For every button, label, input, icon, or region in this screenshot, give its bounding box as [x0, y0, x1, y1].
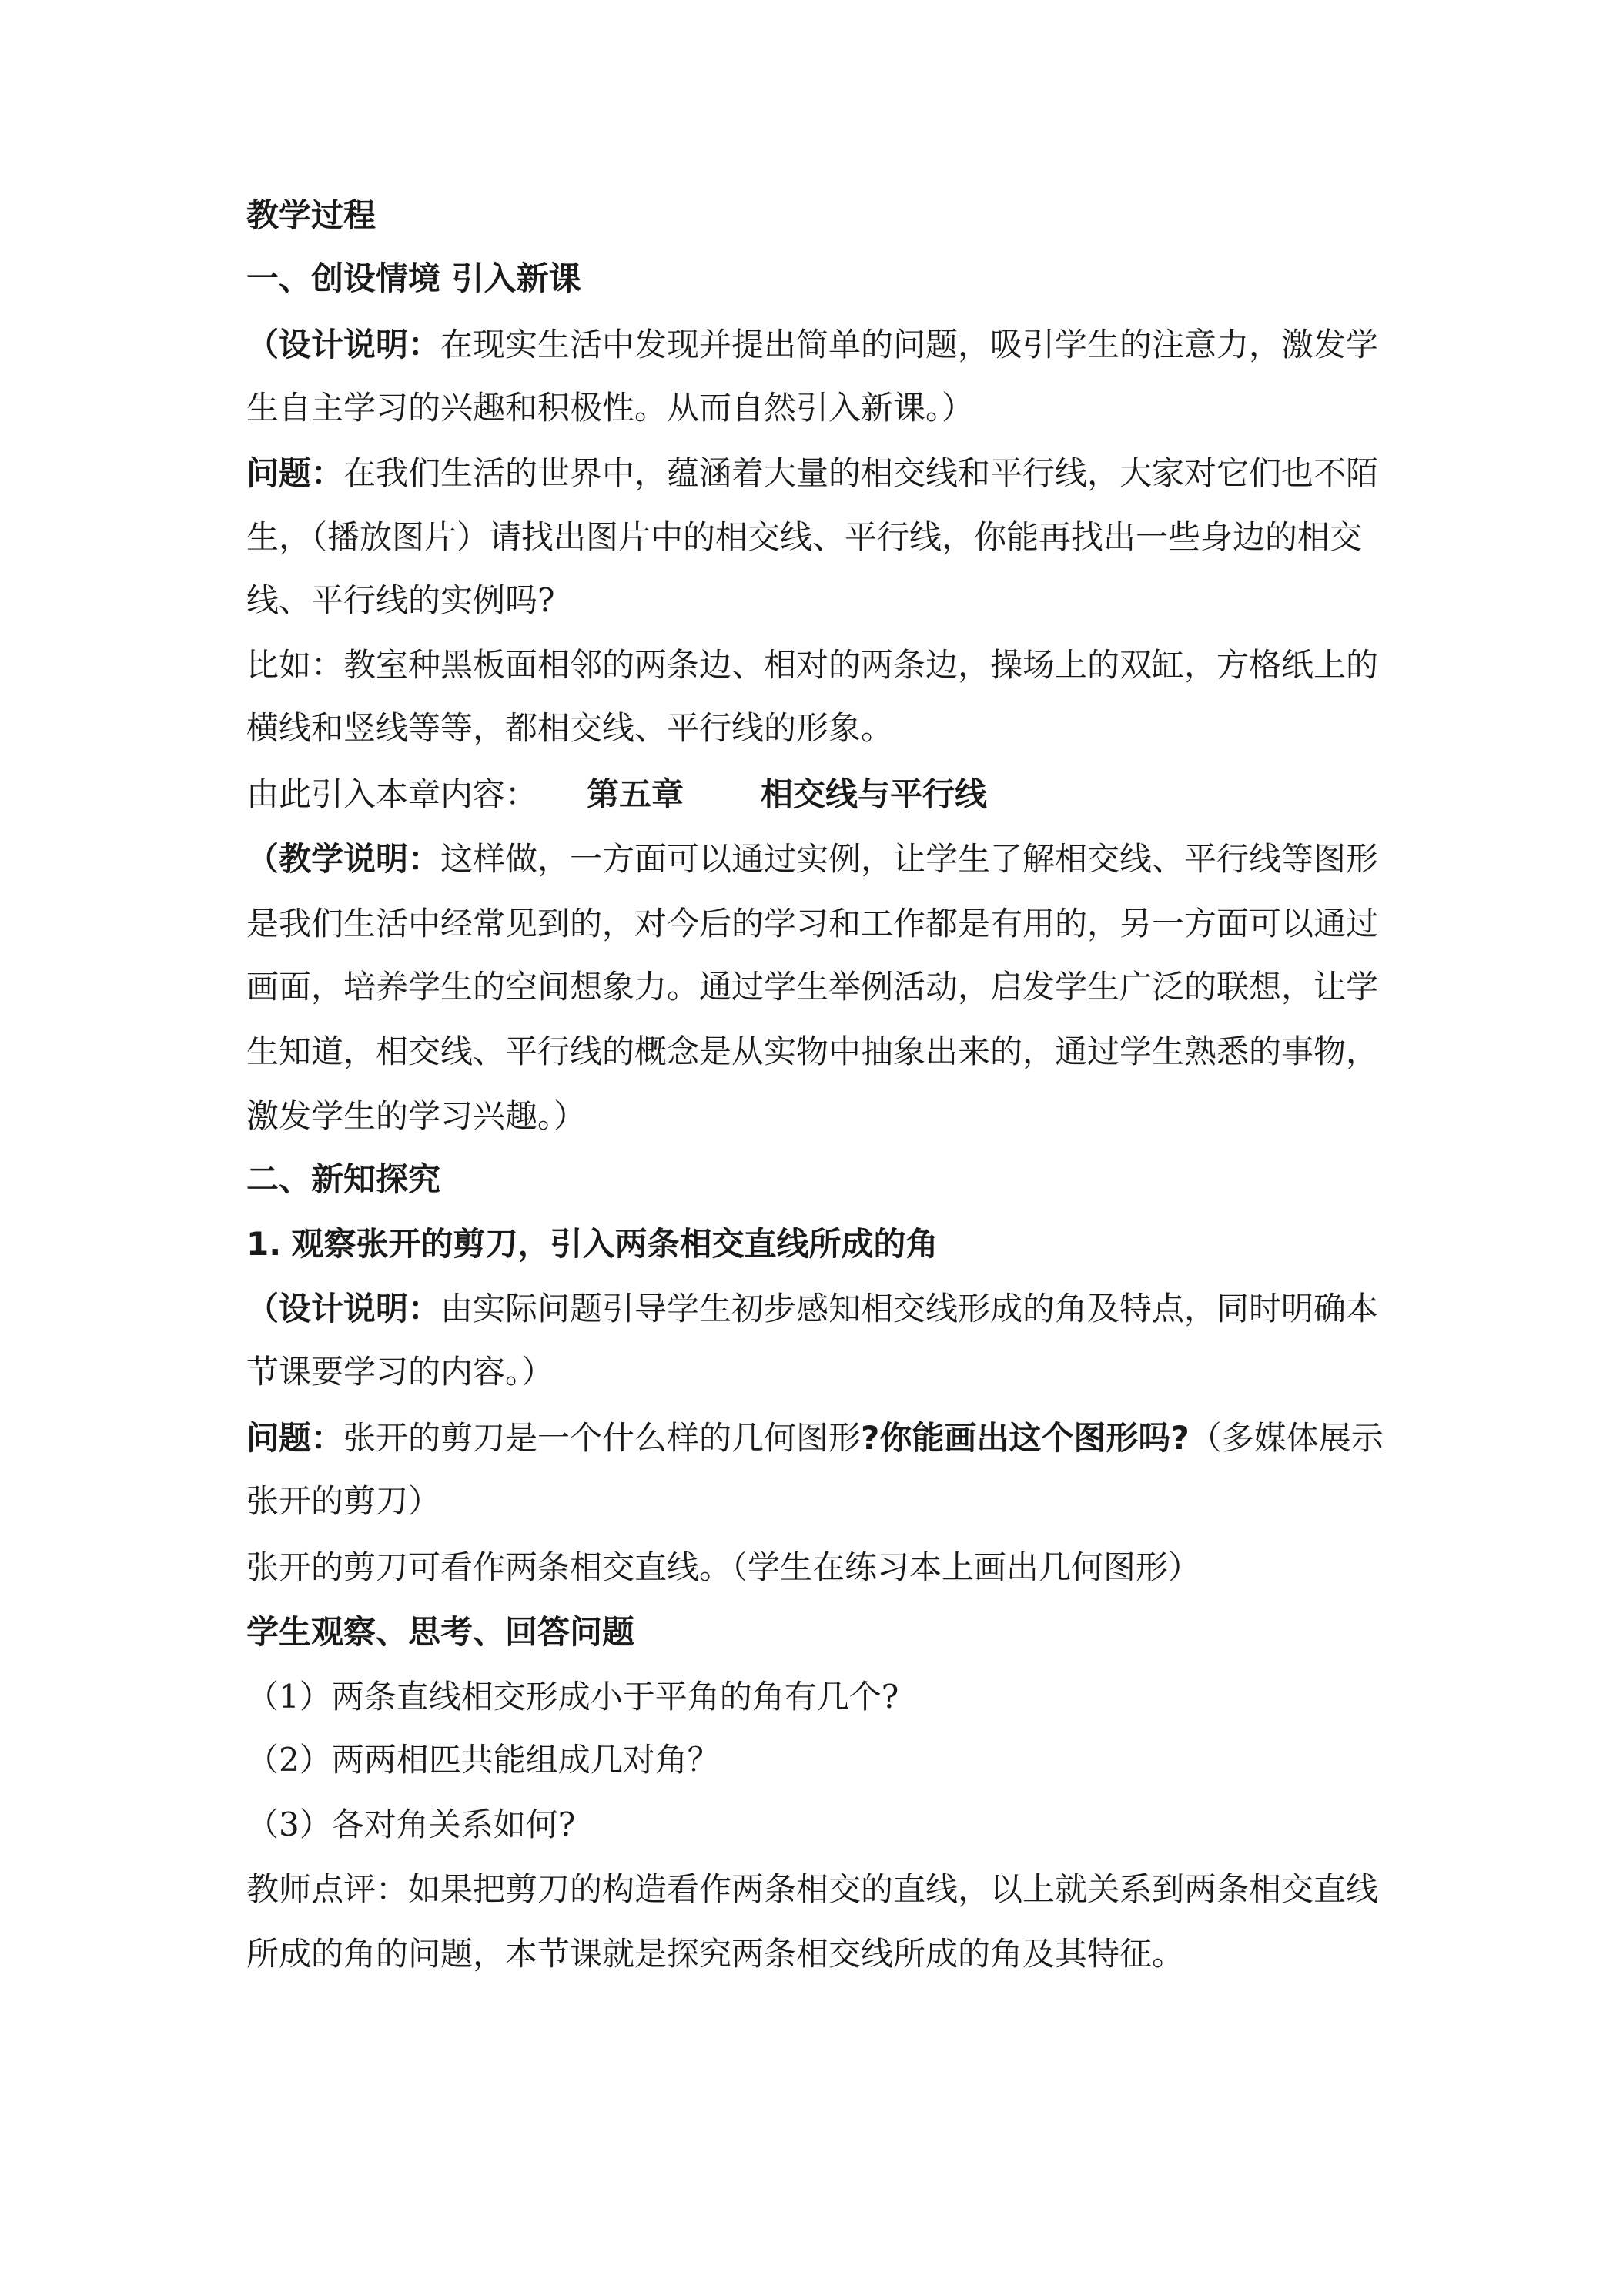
teach-note-line5: 激发学生的学习兴趣。） [246, 1097, 587, 1135]
teacher-comment-line1: 教师点评：如果把剪刀的构造看作两条相交的直线，以上就关系到两条相交直线 [246, 1870, 1379, 1908]
chapter-intro-line [246, 771, 1392, 818]
section1-question-line3: 线、平行线的实例吗? [246, 581, 555, 619]
question-text-tail: （多媒体展示 [1189, 1419, 1384, 1457]
design-note-text: 在现实生活中发现并提出简单的问题，吸引学生的注意力，激发学 [440, 326, 1379, 363]
chapter-intro-text: 由此引入本章内容： [246, 775, 538, 813]
section1-design-note-line2: 生自主学习的兴趣和积极性。从而自然引入新课。） [246, 389, 975, 427]
question-label: 问题： [246, 454, 344, 492]
chapter-number: 第五章 [587, 775, 684, 813]
question-text-bold: ?你能画出这个图形吗? [861, 1419, 1190, 1457]
question-label: 问题： [246, 1419, 344, 1457]
section1-question-line1 [246, 450, 1392, 497]
teach-note-line3: 画面，培养学生的空间想象力。通过学生举例活动，启发学生广泛的联想，让学 [246, 968, 1379, 1006]
teach-note-line1 [246, 836, 1392, 882]
teach-note-line4: 生知道，相交线、平行线的概念是从实物中抽象出来的，通过学生熟悉的事物， [246, 1033, 1379, 1070]
question-text: 张开的剪刀是一个什么样的几何图形 [343, 1419, 862, 1457]
teach-note-label: （教学说明： [246, 840, 441, 878]
answer-line: 张开的剪刀可看作两条相交直线。（学生在练习本上画出几何图形） [246, 1548, 1201, 1586]
teach-note-line2: 是我们生活中经常见到的，对今后的学习和工作都是有用的，另一方面可以通过 [246, 905, 1379, 942]
section2-heading: 二、新知探究 [246, 1160, 441, 1198]
question-text: 在我们生活的世界中，蕴涵着大量的相交线和平行线，大家对它们也不陌 [343, 454, 1379, 492]
example-line2: 横线和竖线等等，都相交线、平行线的形象。 [246, 709, 894, 747]
section2-design-note-line2: 节课要学习的内容。） [246, 1353, 554, 1391]
example-line1: 比如：教室种黑板面相邻的两条边、相对的两条边，操场上的双缸，方格纸上的 [246, 646, 1379, 684]
section2-question-line1 [246, 1415, 1392, 1461]
section1-question-line2: 生，（播放图片）请找出图片中的相交线、平行线，你能再找出一些身边的相交 [246, 518, 1363, 556]
subsection1-number: 1. [246, 1225, 282, 1263]
list-item: （1）两条直线相交形成小于平角的角有几个? [246, 1678, 899, 1715]
section1-design-note-line1 [246, 322, 1392, 368]
observe-heading: 学生观察、思考、回答问题 [246, 1613, 635, 1651]
design-note-label: （设计说明： [246, 1290, 441, 1327]
chapter-title: 相交线与平行线 [761, 775, 988, 813]
section2-question-line2: 张开的剪刀） [246, 1482, 441, 1520]
design-note-label: （设计说明： [246, 326, 441, 363]
section2-design-note-line1 [246, 1286, 1392, 1332]
page-title: 教学过程 [246, 196, 376, 234]
design-note-text: 由实际问题引导学生初步感知相交线形成的角及特点，同时明确本 [440, 1290, 1379, 1327]
teacher-comment-line2: 所成的角的问题，本节课就是探究两条相交线所成的角及其特征。 [246, 1935, 1185, 1973]
list-item: （3）各对角关系如何? [246, 1806, 576, 1843]
subsection1-title-line [246, 1221, 1392, 1267]
teach-note-text: 这样做，一方面可以通过实例，让学生了解相交线、平行线等图形 [440, 840, 1379, 878]
subsection1-title: 观察张开的剪刀，引入两条相交直线所成的角 [291, 1225, 939, 1263]
list-item: （2）两两相匹共能组成几对角？ [246, 1741, 720, 1779]
section1-heading: 一、创设情境 引入新课 [246, 259, 581, 297]
